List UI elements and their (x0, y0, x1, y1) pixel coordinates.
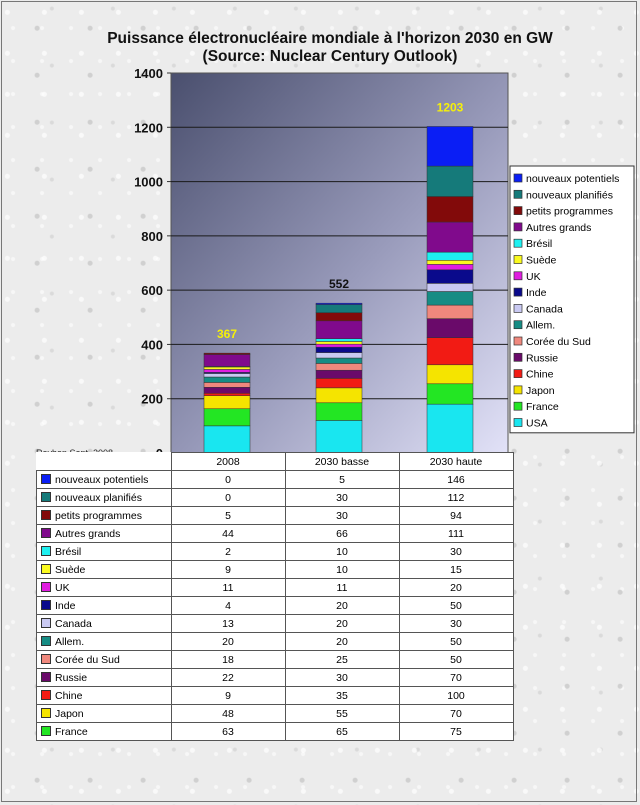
bar-segment-usa (316, 420, 362, 453)
legend-swatch (514, 402, 522, 410)
row-label: Suède (55, 563, 86, 576)
y-tick-label: 1400 (134, 66, 163, 81)
table-row (37, 471, 514, 489)
bar-segment-petits-programmes (316, 313, 362, 321)
row-label: Allem. (55, 635, 85, 648)
row-label: Brésil (55, 545, 82, 558)
row-swatch (41, 654, 51, 664)
value-cell: 15 (399, 561, 513, 579)
table-row (37, 489, 514, 507)
bar-segment-chine (427, 338, 473, 365)
row-label: Russie (55, 671, 88, 684)
value-cell: 48 (171, 705, 285, 723)
bar-segment-cor-e-du-sud (427, 305, 473, 319)
bar-segment-uk (427, 264, 473, 269)
row-label: Corée du Sud (55, 653, 120, 666)
value-cell: 30 (285, 507, 399, 525)
row-label-cell (37, 705, 172, 723)
value-cell: 65 (285, 723, 399, 741)
column-header: 2008 (171, 453, 285, 471)
bar-segment-petits-programmes (204, 353, 250, 354)
value-cell: 22 (171, 669, 285, 687)
bar-segment-br-sil (316, 339, 362, 342)
legend-item-label: Russie (526, 352, 559, 365)
bar-segment-su-de (204, 367, 250, 369)
value-cell: 20 (285, 633, 399, 651)
row-label-cell (37, 669, 172, 687)
bar-segment-petits-programmes (427, 197, 473, 223)
legend-item-label: Inde (526, 287, 547, 300)
value-cell: 20 (285, 597, 399, 615)
value-cell: 2 (171, 543, 285, 561)
value-cell: 20 (171, 633, 285, 651)
bar-segment-nouveaux-planifi-s (427, 166, 473, 196)
value-cell: 11 (285, 579, 399, 597)
legend-swatch (514, 321, 522, 329)
value-cell: 10 (285, 543, 399, 561)
value-cell: 50 (399, 651, 513, 669)
bar-segment-autres-grands (427, 222, 473, 252)
table-row (37, 723, 514, 741)
bar-segment-chine (204, 393, 250, 395)
row-label: nouveaux planifiés (55, 491, 142, 504)
row-swatch (41, 690, 51, 700)
bar-segment-russie (204, 387, 250, 393)
bar-segment-inde (316, 347, 362, 352)
row-label-cell (37, 561, 172, 579)
table-corner (37, 453, 172, 471)
row-swatch (41, 546, 51, 556)
value-cell: 66 (285, 525, 399, 543)
value-cell: 94 (399, 507, 513, 525)
row-label-cell (37, 615, 172, 633)
legend-item-label: nouveaux potentiels (526, 173, 620, 185)
value-cell: 5 (285, 471, 399, 489)
legend-item-label: petits programmes (526, 205, 613, 218)
table-header-row (37, 453, 514, 471)
bar-segment-usa (204, 426, 250, 453)
bar-segment-nouveaux-potentiels (316, 303, 362, 304)
table-row (37, 651, 514, 669)
value-cell: 50 (399, 597, 513, 615)
legend-item-label: USA (526, 417, 548, 430)
value-cell: 30 (285, 669, 399, 687)
legend-item-label: Corée du Sud (526, 336, 591, 348)
value-cell: 70 (399, 669, 513, 687)
bar-segment-nouveaux-potentiels (427, 126, 473, 166)
row-swatch (41, 708, 51, 718)
value-cell: 11 (171, 579, 285, 597)
table-row (37, 507, 514, 525)
row-swatch (41, 510, 51, 520)
row-label-cell (37, 633, 172, 651)
column-header: 2030 haute (399, 453, 513, 471)
bar-segment-uk (204, 369, 250, 372)
row-label: Canada (55, 617, 92, 630)
row-swatch (41, 636, 51, 646)
row-label: Chine (55, 689, 83, 702)
row-label-cell (37, 525, 172, 543)
row-label-cell (37, 471, 172, 489)
bar-segment-allem- (316, 358, 362, 363)
value-cell: 20 (285, 615, 399, 633)
row-label: Autres grands (55, 527, 121, 540)
legend-swatch (514, 190, 522, 198)
bar-segment-cor-e-du-sud (316, 363, 362, 370)
row-label: Inde (55, 599, 76, 612)
bar-segment-france (427, 384, 473, 404)
bar-segment-japon (316, 388, 362, 403)
table-row (37, 669, 514, 687)
value-cell: 44 (171, 525, 285, 543)
row-swatch (41, 726, 51, 736)
legend-swatch (514, 239, 522, 247)
value-cell: 55 (285, 705, 399, 723)
row-label-cell (37, 651, 172, 669)
bar-segment-canada (427, 283, 473, 291)
row-label-cell (37, 507, 172, 525)
column-header: 2030 basse (285, 453, 399, 471)
value-cell: 0 (171, 471, 285, 489)
value-cell: 146 (399, 471, 513, 489)
y-tick-label: 1000 (134, 174, 163, 190)
row-swatch (41, 474, 51, 484)
bar-segment-autres-grands (204, 354, 250, 366)
row-label: Japon (55, 707, 84, 720)
legend-swatch (514, 207, 522, 215)
legend-swatch (514, 272, 522, 280)
row-label-cell (37, 687, 172, 705)
value-cell: 30 (399, 543, 513, 561)
bar-segment-nouveaux-planifi-s (316, 305, 362, 313)
y-tick-label: 200 (141, 391, 163, 407)
bar-total-label: 367 (216, 327, 238, 342)
bar-segment-japon (204, 396, 250, 409)
legend-swatch (514, 337, 522, 345)
data-table (36, 452, 514, 741)
legend-item-label: Japon (526, 384, 555, 397)
table-row (37, 579, 514, 597)
table-row (37, 633, 514, 651)
bar-segment-su-de (316, 341, 362, 344)
row-label-cell (37, 489, 172, 507)
bar-segment-chine (316, 378, 362, 388)
legend-swatch (514, 419, 522, 427)
value-cell: 30 (399, 615, 513, 633)
table-row (37, 615, 514, 633)
legend-item-label: Autres grands (526, 221, 592, 234)
row-swatch (41, 618, 51, 628)
value-cell: 75 (399, 723, 513, 741)
row-swatch (41, 582, 51, 592)
value-cell: 30 (285, 489, 399, 507)
row-swatch (41, 492, 51, 502)
legend-swatch (514, 386, 522, 394)
table-row (37, 597, 514, 615)
bar-segment-inde (427, 270, 473, 284)
bar-segment-uk (316, 344, 362, 347)
legend-swatch (514, 174, 522, 182)
value-cell: 63 (171, 723, 285, 741)
table-row (37, 705, 514, 723)
bar-segment-france (316, 403, 362, 421)
table-row (37, 687, 514, 705)
legend-item-label: Canada (526, 303, 563, 316)
bar-segment-france (204, 409, 250, 426)
bar-segment-japon (427, 365, 473, 384)
value-cell: 35 (285, 687, 399, 705)
bar-total-label: 1203 (436, 100, 464, 115)
value-cell: 112 (399, 489, 513, 507)
bar-segment-su-de (427, 260, 473, 264)
bar-segment-allem- (427, 292, 473, 306)
bar-segment-russie (316, 370, 362, 378)
value-cell: 10 (285, 561, 399, 579)
legend-item-label: Brésil (526, 238, 553, 251)
value-cell: 0 (171, 489, 285, 507)
value-cell: 13 (171, 615, 285, 633)
chart-subtitle: (Source: Nuclear Century Outlook) (202, 48, 458, 65)
bar-total-label: 552 (328, 277, 350, 292)
bar-segment-cor-e-du-sud (204, 382, 250, 387)
value-cell: 9 (171, 561, 285, 579)
y-tick-label: 600 (141, 283, 163, 299)
bar-segment-allem- (204, 377, 250, 382)
chart-title: Puissance électronucléaire mondiale à l'horizon 2030 en GW (107, 30, 553, 47)
row-swatch (41, 528, 51, 538)
row-label: petits programmes (55, 509, 142, 522)
row-label-cell (37, 597, 172, 615)
row-label: nouveaux potentiels (55, 473, 149, 486)
legend-item-label: Chine (526, 368, 554, 381)
value-cell: 25 (285, 651, 399, 669)
value-cell: 5 (171, 507, 285, 525)
table-row (37, 543, 514, 561)
value-cell: 18 (171, 651, 285, 669)
value-cell: 100 (399, 687, 513, 705)
legend-item-label: nouveaux planifiés (526, 189, 613, 202)
value-cell: 9 (171, 687, 285, 705)
row-swatch (41, 600, 51, 610)
legend-swatch (514, 288, 522, 296)
y-tick-label: 800 (141, 228, 163, 244)
bar-segment-usa (427, 404, 473, 453)
bar-segment-autres-grands (316, 321, 362, 339)
table-row (37, 561, 514, 579)
row-swatch (41, 564, 51, 574)
value-cell: 50 (399, 633, 513, 651)
legend-item-label: Suède (526, 254, 557, 267)
table-row (37, 525, 514, 543)
legend-item-label: UK (526, 270, 541, 283)
bar-segment-br-sil (427, 252, 473, 260)
row-label-cell (37, 579, 172, 597)
legend-swatch (514, 353, 522, 361)
legend-swatch (514, 370, 522, 378)
legend-item-label: Allem. (526, 319, 556, 332)
value-cell: 4 (171, 597, 285, 615)
legend-item-label: France (526, 401, 559, 414)
row-swatch (41, 672, 51, 682)
y-tick-label: 1200 (134, 120, 163, 136)
y-tick-label: 400 (141, 337, 163, 353)
value-cell: 20 (399, 579, 513, 597)
value-cell: 70 (399, 705, 513, 723)
value-cell: 111 (399, 525, 513, 543)
row-label: France (55, 725, 88, 738)
row-label-cell (37, 543, 172, 561)
bar-segment-canada (316, 353, 362, 358)
legend-swatch (514, 304, 522, 312)
row-label-cell (37, 723, 172, 741)
bar-segment-russie (427, 319, 473, 338)
legend-swatch (514, 223, 522, 231)
row-label: UK (55, 581, 70, 594)
legend-swatch (514, 256, 522, 264)
bar-segment-canada (204, 373, 250, 377)
